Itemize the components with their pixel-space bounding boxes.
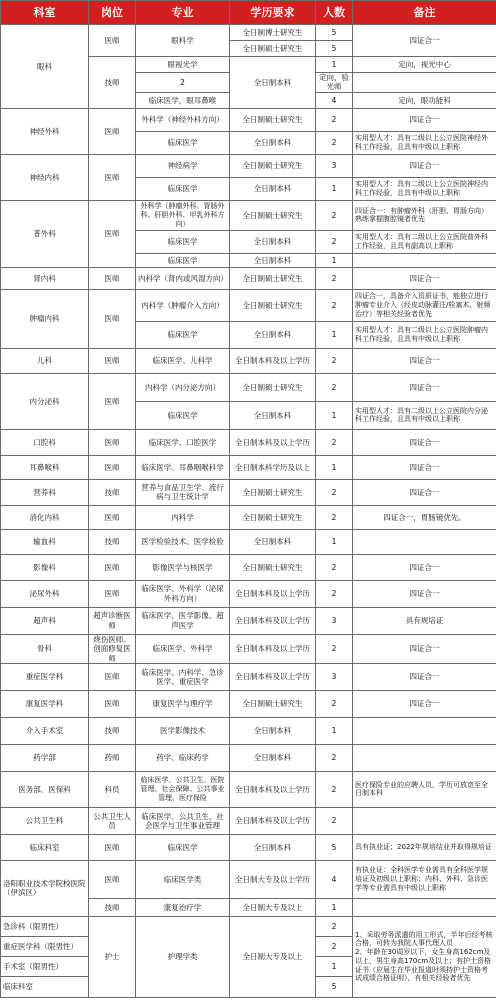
table-cell: 1 (316, 455, 353, 479)
table-row (1, 429, 496, 455)
table-cell: 全日制本科 (230, 529, 316, 554)
table-cell: 医师 (89, 834, 136, 860)
header-department: 科室 (1, 1, 89, 25)
table-cell: 2 (316, 916, 353, 936)
table-cell: 临床医学 (136, 131, 230, 154)
table-cell: 临床医学、口腔医学 (136, 429, 230, 455)
table-row (1, 154, 496, 177)
table-cell: 全日制硕士研究生 (230, 41, 316, 57)
table-cell: 超声科 (1, 607, 89, 634)
table-cell: 普外科 (1, 200, 89, 267)
table-cell: 2 (316, 690, 353, 717)
table-cell: 4 (316, 860, 353, 898)
table-cell: 1 (316, 57, 353, 73)
table-cell: 医师 (89, 860, 136, 898)
table-cell: 实用型人才：具有二级以上公立医院内分泌科工作经验，且具有中级以上职称 (353, 401, 496, 429)
table-cell: 洛阳职业技术学院校医院（伊滨区） (1, 860, 89, 916)
table-cell: 全日制本科及以上学历 (230, 634, 316, 663)
table-cell: 四证合一 (353, 634, 496, 663)
table-cell: 药学、临床药学 (136, 744, 230, 771)
table-cell: 介入手术室 (1, 717, 89, 744)
table-cell: 医务部、医保科 (1, 771, 89, 807)
table-cell (353, 744, 496, 771)
table-row (1, 267, 496, 289)
table-row (1, 479, 496, 505)
table-cell: 2 (316, 200, 353, 230)
table-cell: 3 (316, 663, 353, 690)
table-cell: 全日制本科 (230, 321, 316, 348)
table-cell: 耳鼻喉科 (1, 455, 89, 479)
table-cell: 医师 (89, 663, 136, 690)
table-row (1, 744, 496, 771)
table-cell: 临床科室 (1, 976, 89, 997)
table-cell: 4 (316, 92, 353, 108)
table-row (1, 200, 496, 230)
table-cell: 2 (316, 267, 353, 289)
table-cell: 3 (316, 607, 353, 634)
table-cell: 具有规培证 (353, 607, 496, 634)
table-cell: 神经内科 (1, 154, 89, 200)
table-cell: 医师 (89, 554, 136, 580)
table-cell: 医学检验技术、医学检验 (136, 529, 230, 554)
table-cell: 5 (316, 976, 353, 997)
table-cell: 四证合一，具备介入资质证书，能独立进行肿瘤专业介入（经皮动脉灌注/栓塞术、射频治疗）等相关经验者优先 (353, 289, 496, 321)
table-cell: 全日制硕士研究生 (230, 373, 316, 401)
table-cell: 全日制本科 (230, 834, 316, 860)
table-cell: 手术室（限男性） (1, 956, 89, 976)
table-cell: 医师 (89, 348, 136, 373)
table-cell: 全日制本科 (230, 131, 316, 154)
table-row (1, 807, 496, 834)
table-cell: 医师 (89, 455, 136, 479)
table-cell: 急诊科（限男性） (1, 916, 89, 936)
table-cell: 重症医学科（限男性） (1, 936, 89, 956)
table-cell: 全日制硕士研究生 (230, 690, 316, 717)
table-cell: 定向，视光中心 (353, 57, 496, 73)
table-cell: 口腔科 (1, 429, 89, 455)
table-cell: 1 (316, 253, 353, 267)
table-cell: 临床科室 (1, 834, 89, 860)
table-cell: 2 (316, 936, 353, 956)
table-cell (353, 807, 496, 834)
table-cell: 1 (316, 898, 353, 916)
table-cell: 临床医学类 (136, 860, 230, 898)
table-cell: 营养与食品卫生学、流行病与卫生统计学 (136, 479, 230, 505)
table-cell: 护士 (89, 916, 136, 997)
table-cell: 全日制硕士研究生 (230, 505, 316, 529)
table-cell: 临床医学、内科学、急诊医学、重症医学 (136, 663, 230, 690)
table-cell: 全日制本科及以上学历 (230, 429, 316, 455)
table-cell: 实用型人才：具有二级以上公立医院肿瘤内科工作经验，且具有中级以上职称 (353, 321, 496, 348)
table-cell: 2 (136, 73, 230, 93)
table-body (1, 25, 496, 998)
header-major: 专业 (136, 1, 230, 25)
table-cell: 骨科 (1, 634, 89, 663)
table-cell: 医疗保险专业的应聘人员，学历可放宽至全日制本科 (353, 771, 496, 807)
table-cell: 全日制本科及以上学历 (230, 348, 316, 373)
table-row (1, 108, 496, 131)
table-cell: 四证合一，胃肠镜优先。 (353, 505, 496, 529)
table-cell: 全日制大专及以上学历 (230, 860, 316, 898)
table-row (1, 771, 496, 807)
table-cell: 2 (316, 634, 353, 663)
table-cell: 四证合一 (353, 108, 496, 131)
table-row (1, 529, 496, 554)
table-cell: 四证合一 (353, 663, 496, 690)
table-cell: 全日制博士研究生 (230, 25, 316, 41)
table-cell: 实用型人才：具有二级以上公立医院普外科工作经验，且具有副高以上职称 (353, 230, 496, 253)
table-cell: 1 (316, 529, 353, 554)
table-cell: 四证合一 (353, 554, 496, 580)
table-cell: 2 (316, 744, 353, 771)
table-cell: 技师 (89, 717, 136, 744)
table-cell: 内科学（内分泌方向） (136, 373, 230, 401)
table-cell: 临床医学、公共卫生、医院管理、社会保障、公共事业管理、医疗保险 (136, 771, 230, 807)
table-cell: 四证合一 (353, 455, 496, 479)
table-cell: 2 (316, 230, 353, 253)
table-cell: 医师 (89, 373, 136, 429)
table-cell: 外科学（神经外科方向） (136, 108, 230, 131)
table-cell: 1 (316, 956, 353, 976)
table-cell: 肾内科 (1, 267, 89, 289)
table-cell: 全日制本科 (230, 717, 316, 744)
table-cell: 四证合一 (353, 479, 496, 505)
table-cell: 2 (316, 131, 353, 154)
table-cell: 临床医学 (136, 253, 230, 267)
table-cell: 5 (316, 25, 353, 41)
table-cell: 临床医学、医学影像、超声医学 (136, 607, 230, 634)
table-cell: 药学部 (1, 744, 89, 771)
table-cell: 眼科 (1, 25, 89, 109)
table-row (1, 505, 496, 529)
table-cell: 临床医学、儿科学 (136, 348, 230, 373)
table-cell: 四证合一 (353, 348, 496, 373)
table-cell: 全日制硕士研究生 (230, 200, 316, 230)
table-cell: 1、采取劳务派遣的用工形式，半年后经考核合格，可转为我院人事代理人员 2、年龄在30周岁以下，女生身高162cm及以上，男生身高170cm及以上；有护士资格证书（应届生在毕业报道时须持护士资格考试成绩合格证明），有相关经验者优先 (353, 916, 496, 997)
header-education: 学历要求 (230, 1, 316, 25)
table-cell: 5 (316, 41, 353, 57)
table-cell: 全日制本科 (230, 401, 316, 429)
table-cell: 护理学类 (136, 916, 230, 997)
table-cell: 神经外科 (1, 108, 89, 154)
table-cell: 技师 (89, 479, 136, 505)
table-cell: 泌尿外科 (1, 580, 89, 607)
table-cell: 康复医学科 (1, 690, 89, 717)
table-cell: 1 (316, 717, 353, 744)
table-cell (353, 529, 496, 554)
table-cell: 医师 (89, 505, 136, 529)
table-row (1, 289, 496, 321)
table-cell: 2 (316, 429, 353, 455)
table-cell: 临床医学 (136, 321, 230, 348)
table-cell: 临床医学，眼耳鼻喉 (136, 92, 230, 108)
table-cell: 2 (316, 771, 353, 807)
table-cell: 具有执业证；2022年规培结业并取得规培证 (353, 834, 496, 860)
table-row (1, 580, 496, 607)
table-cell: 2 (316, 289, 353, 321)
table-row (1, 554, 496, 580)
header-count: 人数 (316, 1, 353, 25)
table-cell: 四证合一 (353, 267, 496, 289)
table-cell: 四证合一：有肿瘤外科（肝胆、胃肠方向）熟练掌握腹腔镜者优先 (353, 200, 496, 230)
table-cell: 2 (316, 554, 353, 580)
table-cell: 神经病学 (136, 154, 230, 177)
table-cell: 医师 (89, 289, 136, 348)
table-cell: 烧伤医师、创面修复医师 (89, 634, 136, 663)
table-cell: 医师 (89, 267, 136, 289)
table-cell: 超声诊断医师 (89, 607, 136, 634)
table-cell: 2 (316, 373, 353, 401)
table-cell: 医师 (89, 690, 136, 717)
table-cell (353, 898, 496, 916)
table-cell: 四证合一 (353, 690, 496, 717)
table-row (1, 663, 496, 690)
table-cell: 全日制本科及以上学历 (230, 771, 316, 807)
table-cell: 输血科 (1, 529, 89, 554)
table-cell: 全日制硕士研究生 (230, 267, 316, 289)
table-cell: 四证合一 (353, 25, 496, 57)
table-cell (353, 253, 496, 267)
table-cell: 1 (316, 321, 353, 348)
table-cell: 内科学 (136, 505, 230, 529)
table-cell: 内科学（肿瘤介入方向） (136, 289, 230, 321)
table-cell: 四证合一 (353, 580, 496, 607)
table-cell: 内分泌科 (1, 373, 89, 429)
table-cell: 公共卫生人员 (89, 807, 136, 834)
table-row (1, 860, 496, 898)
table-cell: 5 (316, 834, 353, 860)
table-cell: 四证合一 (353, 429, 496, 455)
table-row (1, 373, 496, 401)
table-cell: 技师 (89, 57, 136, 109)
table-cell: 2 (316, 807, 353, 834)
table-cell: 儿科 (1, 348, 89, 373)
table-cell: 全日制本科 (230, 230, 316, 253)
table-cell: 全日制本科学历及以上 (230, 455, 316, 479)
table-cell: 3 (316, 154, 353, 177)
table-cell: 康复医学与理疗学 (136, 690, 230, 717)
table-cell: 临床医学、耳鼻咽喉科学 (136, 455, 230, 479)
table-cell: 医师 (89, 108, 136, 154)
table-cell: 临床医学、外科学 (136, 634, 230, 663)
table-cell: 1 (316, 177, 353, 200)
table-cell: 影像医学与核医学 (136, 554, 230, 580)
table-cell: 全日制硕士研究生 (230, 108, 316, 131)
table-cell: 重症医学科 (1, 663, 89, 690)
table-row (1, 25, 496, 41)
table-cell: 定向，验光师 (316, 73, 353, 93)
table-cell: 临床医学、外科学（泌尿外科方向） (136, 580, 230, 607)
table-cell: 2 (316, 580, 353, 607)
table-cell: 技师 (89, 529, 136, 554)
table-cell: 影像科 (1, 554, 89, 580)
table-cell: 科员 (89, 771, 136, 807)
header-position: 岗位 (89, 1, 136, 25)
table-row (1, 607, 496, 634)
table-row (1, 690, 496, 717)
table-cell: 全日制本科及以上学历 (230, 807, 316, 834)
table-row (1, 348, 496, 373)
table-cell: 技师 (89, 898, 136, 916)
table-cell: 四证合一 (353, 373, 496, 401)
table-cell: 临床医学 (136, 230, 230, 253)
table-cell: 全日制本科 (230, 57, 316, 109)
table-cell: 2 (316, 479, 353, 505)
table-cell (353, 717, 496, 744)
table-cell: 临床医学、公共卫生、社会医学与卫生事业管理 (136, 807, 230, 834)
table-cell: 医师 (89, 154, 136, 200)
table-cell: 医师 (89, 429, 136, 455)
table-cell: 定向，眼功能科 (353, 92, 496, 108)
table-row (1, 916, 496, 936)
table-cell: 营养科 (1, 479, 89, 505)
table-cell: 临床医学 (136, 401, 230, 429)
table-cell: 四证合一 (353, 154, 496, 177)
table-cell: 全日制本科及以上学历 (230, 607, 316, 634)
table-cell: 医师 (89, 25, 136, 57)
table-cell: 医学影像技术 (136, 717, 230, 744)
table-cell: 2 (316, 108, 353, 131)
table-row (1, 717, 496, 744)
table-cell: 肿瘤内科 (1, 289, 89, 348)
table-cell: 全日制大专及以上 (230, 916, 316, 997)
table-cell: 全日制硕士研究生 (230, 554, 316, 580)
table-cell: 公共卫生科 (1, 807, 89, 834)
table-row (1, 634, 496, 663)
table-cell: 临床医学 (136, 177, 230, 200)
table-cell: 2 (316, 505, 353, 529)
table-cell: 临床医学 (136, 834, 230, 860)
table-cell: 医师 (89, 200, 136, 267)
table-cell: 医师 (89, 580, 136, 607)
table-cell: 消化内科 (1, 505, 89, 529)
table-cell: 全日制大专及以上 (230, 898, 316, 916)
table-cell: 全日制本科及以上学历 (230, 663, 316, 690)
table-cell: 全日制硕士研究生 (230, 289, 316, 321)
header-row (1, 1, 496, 25)
header-note: 备注 (353, 1, 496, 25)
table-row (1, 455, 496, 479)
table-cell: 药师 (89, 744, 136, 771)
table-cell: 眼科学 (136, 25, 230, 57)
table-cell: 眼视光学 (136, 57, 230, 73)
table-row (1, 834, 496, 860)
table-cell: 有执业证：全科医学专业需具有全科医学规培证及初级以上职称；内科、外科、急诊医学等专业需具有中级以上职称 (353, 860, 496, 898)
table-cell: 实用型人才：具有二级以上公立医院神经外科工作经验，且具有中级以上职称 (353, 131, 496, 154)
table-cell: 全日制硕士研究生 (230, 154, 316, 177)
table-cell: 1 (316, 401, 353, 429)
table-cell: 全日制本科及以上学历 (230, 580, 316, 607)
table-cell: 全日制本科 (230, 744, 316, 771)
table-cell: 全日制本科 (230, 253, 316, 267)
table-cell: 2 (316, 348, 353, 373)
table-cell: 康复治疗学 (136, 898, 230, 916)
table-cell: 全日制本科 (230, 177, 316, 200)
table-cell: 全日制硕士研究生 (230, 479, 316, 505)
table-cell: 实用型人才：具有二级以上公立医院神经内科工作经验，且具有中级以上职称 (353, 177, 496, 200)
table-cell: 内科学（肾内或风湿方向） (136, 267, 230, 289)
table-cell: 外科学（肿瘤外科、胃肠外科、肝胆外科、甲乳外科方向） (136, 200, 230, 230)
